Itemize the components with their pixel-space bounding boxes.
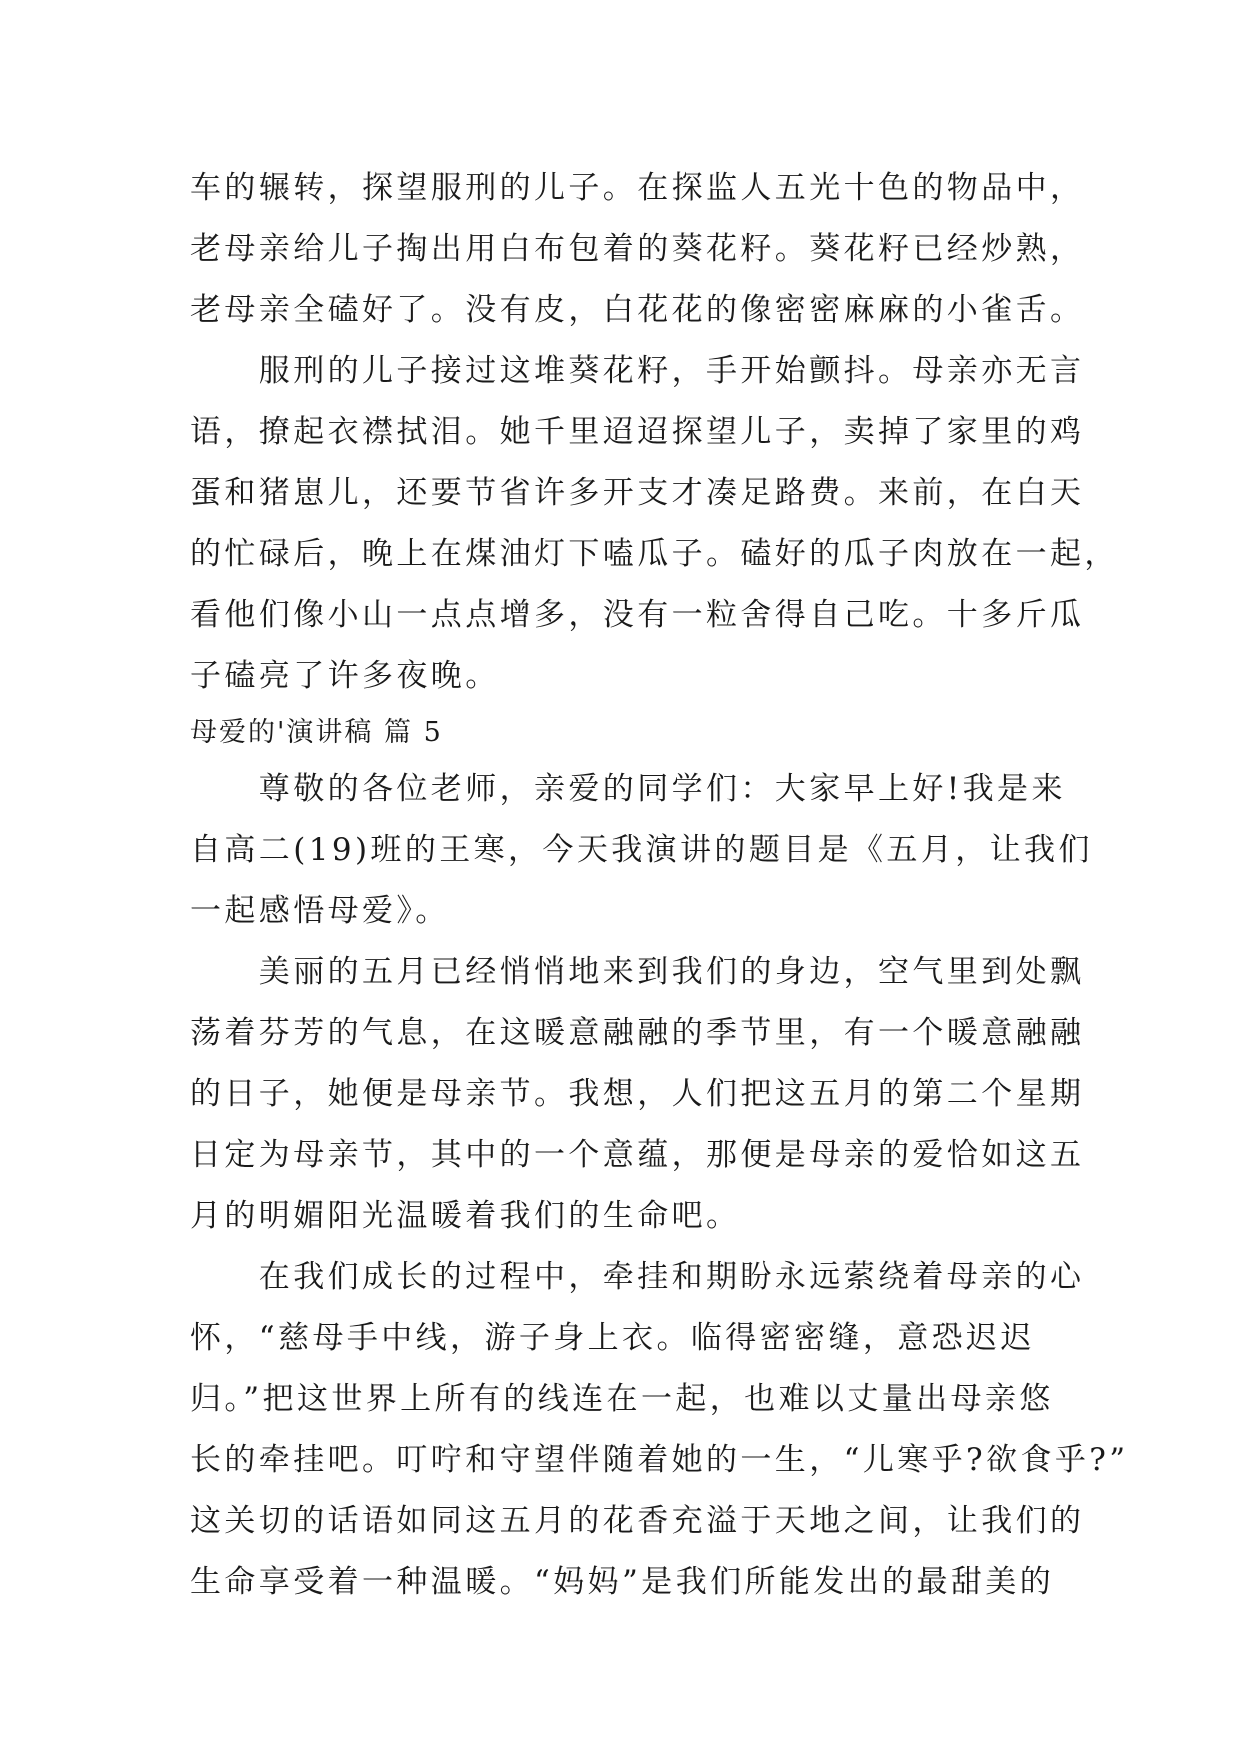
text-line: 老母亲全磕好了。没有皮，白花花的像密密麻麻的小雀舌。 (190, 292, 1085, 328)
text-line: 在我们成长的过程中，牵挂和期盼永远萦绕着母亲的心 (190, 1259, 1085, 1295)
text-line: 美丽的五月已经悄悄地来到我们的身边，空气里到处飘 (190, 954, 1085, 990)
text-line: 怀，“慈母手中线，游子身上衣。临得密密缝，意恐迟迟 (190, 1320, 1035, 1356)
text-line: 的忙碌后，晚上在煤油灯下嗑瓜子。磕好的瓜子肉放在一起， (190, 536, 1119, 572)
text-line: 荡着芬芳的气息，在这暖意融融的季节里，有一个暖意融融 (190, 1015, 1085, 1051)
text-line: 车的辗转，探望服刑的儿子。在探监人五光十色的物品中， (190, 170, 1085, 206)
paragraph-continuation (190, 158, 1085, 341)
text-line: 子磕亮了许多夜晚。 (190, 658, 500, 694)
text-line: 语，撩起衣襟拭泪。她千里迢迢探望儿子，卖掉了家里的鸡 (190, 414, 1085, 450)
paragraph (190, 759, 1093, 942)
text-line: 看他们像小山一点点增多，没有一粒舍得自己吃。十多斤瓜 (190, 597, 1085, 633)
text-line: 自高二(19)班的王寒，今天我演讲的题目是《五月，让我们 (190, 832, 1093, 868)
text-line: 月的明媚阳光温暖着我们的生命吧。 (190, 1198, 741, 1234)
text-line: 生命享受着一种温暖。“妈妈”是我们所能发出的最甜美的 (190, 1564, 1055, 1600)
paragraph (190, 942, 1085, 1247)
paragraph (190, 341, 1119, 707)
text-line: 的日子，她便是母亲节。我想，人们把这五月的第二个星期 (190, 1076, 1085, 1112)
text-line: 日定为母亲节，其中的一个意蕴，那便是母亲的爱恰如这五 (190, 1137, 1085, 1173)
text-line: 长的牵挂吧。叮咛和守望伴随着她的一生，“儿寒乎?欲食乎?” (190, 1442, 1129, 1478)
section-heading: 母爱的'演讲稿 篇 5 (190, 717, 443, 748)
text-line: 尊敬的各位老师，亲爱的同学们：大家早上好!我是来 (190, 771, 1066, 807)
text-line: 蛋和猪崽儿，还要节省许多开支才凑足路费。来前，在白天 (190, 475, 1085, 511)
text-line: 服刑的儿子接过这堆葵花籽，手开始颤抖。母亲亦无言 (190, 353, 1085, 389)
text-line: 一起感悟母爱》。 (190, 893, 450, 929)
document-body (190, 158, 1129, 1613)
text-line: 老母亲给儿子掏出用白布包着的葵花籽。葵花籽已经炒熟， (190, 231, 1085, 267)
text-line: 归。”把这世界上所有的线连在一起，也难以丈量出母亲悠 (190, 1381, 1054, 1417)
text-line: 这关切的话语如同这五月的花香充溢于天地之间，让我们的 (190, 1503, 1085, 1539)
paragraph (190, 1247, 1129, 1613)
